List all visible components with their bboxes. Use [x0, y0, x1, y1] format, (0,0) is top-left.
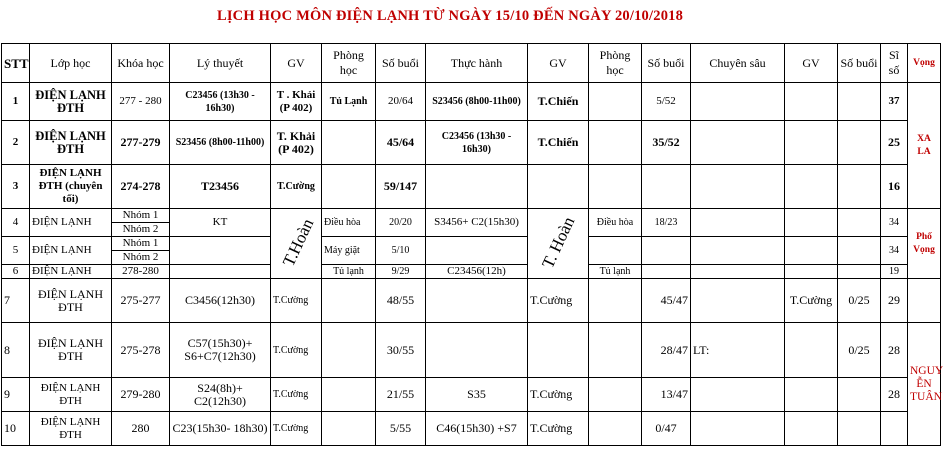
cell-nhom1: Nhóm 1 [112, 209, 170, 223]
cell-stt: 10 [2, 412, 30, 446]
cell-lythuyet [170, 237, 271, 265]
cell-gv3 [785, 165, 838, 209]
cell-gv2: T.Chiến [528, 121, 589, 165]
cell-phong1: Máy giặt [322, 237, 376, 265]
cell-siso: 16 [881, 165, 908, 209]
cell-gv2: T.Cường [528, 412, 589, 446]
cell-chuyensau [691, 265, 785, 279]
cell-gv3 [785, 323, 838, 378]
cell-phong2: Tủ lạnh [589, 265, 642, 279]
cell-sobuoi2 [642, 237, 691, 265]
header-phong1: Phòng học [322, 44, 376, 83]
cell-chuyensau [691, 378, 785, 412]
cell-lythuyet: KT [170, 209, 271, 237]
cell-chuyensau [691, 237, 785, 265]
cell-lop: ĐIỆN LẠNH [30, 265, 112, 279]
header-gv3: GV [785, 44, 838, 83]
cell-siso: 37 [881, 83, 908, 121]
cell-siso: 25 [881, 121, 908, 165]
cell-chuyensau [691, 279, 785, 323]
cell-thuchanh: C46(15h30) +S7 [426, 412, 528, 446]
cell-gv2: T.Cường [528, 378, 589, 412]
cell-khoa: 277-279 [112, 121, 170, 165]
cell-chuyensau [691, 209, 785, 237]
cell-lop: ĐIỆN LẠNH ĐTH [30, 279, 112, 323]
cell-gv3 [785, 378, 838, 412]
cell-stt: 8 [2, 323, 30, 378]
cell-sobuoi3 [838, 265, 881, 279]
table-row [2, 412, 941, 446]
cell-thuchanh [426, 237, 528, 265]
cell-stt: 3 [2, 165, 30, 209]
cell-phong1 [322, 378, 376, 412]
cell-gv1: T . Khải (P 402) [271, 83, 322, 121]
header-sobuoi3: Số buổi [838, 44, 881, 83]
cell-sobuoi3: 0/25 [838, 279, 881, 323]
header-khoa: Khóa học [112, 44, 170, 83]
cell-sobuoi3: 0/25 [838, 323, 881, 378]
header-lythuyet: Lý thuyết [170, 44, 271, 83]
table-row [2, 83, 941, 121]
cell-sobuoi2 [642, 265, 691, 279]
cell-thuchanh: C23456(12h) [426, 265, 528, 279]
header-chuyensau: Chuyên sâu [691, 44, 785, 83]
cell-sobuoi2 [642, 165, 691, 209]
cell-gv-hoan [271, 209, 322, 279]
cell-sobuoi2: 0/47 [642, 412, 691, 446]
cell-sobuoi1: 5/10 [376, 237, 426, 265]
header-row [2, 44, 941, 83]
cell-gv3: T.Cường [785, 279, 838, 323]
cell-sobuoi1: 5/55 [376, 412, 426, 446]
cell-phong1 [322, 121, 376, 165]
table-row [2, 209, 941, 223]
page-title: LỊCH HỌC MÔN ĐIỆN LẠNH TỪ NGÀY 15/10 ĐẾN NGÀY 20/10/2018 [216, 8, 684, 24]
header-siso: Sĩ số [881, 44, 908, 83]
cell-lythuyet: C57(15h30)+ S6+C7(12h30) [170, 323, 271, 378]
cell-siso: 28 [881, 323, 908, 378]
cell-siso: 19 [881, 265, 908, 279]
cell-phong2 [589, 83, 642, 121]
header-thuchanh: Thực hành [426, 44, 528, 83]
cell-phong2 [589, 121, 642, 165]
cell-lop: ĐIỆN LẠNH [30, 237, 112, 265]
cell-stt: 5 [2, 237, 30, 265]
cell-lythuyet: C23456 (13h30 - 16h30) [170, 83, 271, 121]
cell-chuyensau: LT: [691, 323, 785, 378]
cell-thuchanh [426, 165, 528, 209]
cell-sobuoi3 [838, 121, 881, 165]
cell-chuyensau [691, 121, 785, 165]
cell-sobuoi2: 18/23 [642, 209, 691, 237]
cell-stt: 6 [2, 265, 30, 279]
cell-sobuoi3 [838, 165, 881, 209]
table-row [2, 165, 941, 209]
cell-stt: 9 [2, 378, 30, 412]
cell-gv3 [785, 237, 838, 265]
cell-lop: ĐIỆN LẠNH ĐTH [30, 121, 112, 165]
cell-chuyensau [691, 165, 785, 209]
cell-phong2 [589, 279, 642, 323]
cell-khoa: 280 [112, 412, 170, 446]
cell-sobuoi1: 20/64 [376, 83, 426, 121]
cell-sobuoi3 [838, 83, 881, 121]
cell-gv1: T.Cường [271, 323, 322, 378]
cell-phong2 [589, 237, 642, 265]
cell-phong2 [589, 165, 642, 209]
location-xala: XA LA [908, 83, 941, 209]
cell-khoa: 275-277 [112, 279, 170, 323]
cell-gv2 [528, 323, 589, 378]
cell-khoa: 278-280 [112, 265, 170, 279]
cell-sobuoi1: 21/55 [376, 378, 426, 412]
cell-chuyensau [691, 83, 785, 121]
schedule-table [1, 43, 941, 446]
cell-sobuoi3 [838, 237, 881, 265]
cell-phong1: Điều hòa [322, 209, 376, 237]
location-nguyentuan: NGUY ỄN TUÂN [908, 323, 941, 446]
cell-gv1: T.Cường [271, 279, 322, 323]
location-vong: Vọng [908, 44, 941, 83]
cell-thuchanh: S23456 (8h00-11h00) [426, 83, 528, 121]
cell-siso: 34 [881, 237, 908, 265]
cell-thuchanh: S35 [426, 378, 528, 412]
cell-sobuoi2: 13/47 [642, 378, 691, 412]
teacher-hoan-label: T.Hoàn [278, 215, 318, 269]
cell-lythuyet: S24(8h)+ C2(12h30) [170, 378, 271, 412]
cell-chuyensau [691, 412, 785, 446]
cell-lythuyet [170, 265, 271, 279]
header-gv1: GV [271, 44, 322, 83]
cell-phong2 [589, 323, 642, 378]
table-row [2, 323, 941, 378]
cell-phong1 [322, 412, 376, 446]
header-stt: STT [2, 44, 30, 83]
cell-sobuoi1: 30/55 [376, 323, 426, 378]
cell-phong2 [589, 378, 642, 412]
cell-lop: ĐIỆN LẠNH ĐTH [30, 83, 112, 121]
header-phong2: Phòng học [589, 44, 642, 83]
header-gv2: GV [528, 44, 589, 83]
cell-thuchanh: C23456 (13h30 - 16h30) [426, 121, 528, 165]
table-row [2, 265, 941, 279]
cell-lop: ĐIỆN LẠNH ĐTH [30, 323, 112, 378]
cell-khoa: 277 - 280 [112, 83, 170, 121]
cell-lop: ĐIỆN LẠNH ĐTH (chuyên tối) [30, 165, 112, 209]
cell-lop: ĐIỆN LẠNH [30, 209, 112, 237]
cell-sobuoi1: 20/20 [376, 209, 426, 237]
cell-phong2 [589, 412, 642, 446]
cell-khoa: 275-278 [112, 323, 170, 378]
cell-stt: 2 [2, 121, 30, 165]
cell-sobuoi3 [838, 412, 881, 446]
cell-sobuoi2: 45/47 [642, 279, 691, 323]
cell-phong1 [322, 279, 376, 323]
cell-thuchanh [426, 279, 528, 323]
cell-sobuoi1: 45/64 [376, 121, 426, 165]
table-row [2, 121, 941, 165]
cell-sobuoi1: 59/147 [376, 165, 426, 209]
cell-sobuoi1: 48/55 [376, 279, 426, 323]
table-row [2, 378, 941, 412]
cell-lythuyet: C23(15h30- 18h30) [170, 412, 271, 446]
cell-gv2: T.Chiến [528, 83, 589, 121]
cell-gv1: T.Cường [271, 412, 322, 446]
cell-thuchanh: S3456+ C2(15h30) [426, 209, 528, 237]
teacher-hoan-label-2: T. Hoàn [537, 213, 579, 271]
cell-gv3 [785, 121, 838, 165]
location-phovong: Phố Vọng [908, 209, 941, 279]
cell-thuchanh [426, 323, 528, 378]
cell-nhom2: Nhóm 2 [112, 251, 170, 265]
cell-nhom1: Nhóm 1 [112, 237, 170, 251]
cell-gv2 [528, 165, 589, 209]
cell-khoa: 279-280 [112, 378, 170, 412]
cell-khoa: 274-278 [112, 165, 170, 209]
cell-phong1: Tủ Lạnh [322, 83, 376, 121]
cell-sobuoi3 [838, 209, 881, 237]
cell-lythuyet: T23456 [170, 165, 271, 209]
cell-gv3 [785, 412, 838, 446]
cell-siso: 34 [881, 209, 908, 237]
cell-sobuoi2: 5/52 [642, 83, 691, 121]
cell-sobuoi2: 28/47 [642, 323, 691, 378]
cell-stt: 7 [2, 279, 30, 323]
cell-sobuoi2: 35/52 [642, 121, 691, 165]
cell-gv2-hoan [528, 209, 589, 279]
cell-lop: ĐIỆN LẠNH ĐTH [30, 378, 112, 412]
cell-gv3 [785, 209, 838, 237]
cell-phong2: Điều hòa [589, 209, 642, 237]
cell-stt: 1 [2, 83, 30, 121]
cell-sobuoi3 [838, 378, 881, 412]
cell-lythuyet: S23456 (8h00-11h00) [170, 121, 271, 165]
cell-gv1: T. Khải (P 402) [271, 121, 322, 165]
cell-siso: 29 [881, 279, 908, 323]
cell-phong1: Tủ lạnh [322, 265, 376, 279]
cell-siso: 28 [881, 378, 908, 412]
cell-gv3 [785, 83, 838, 121]
cell-siso [881, 412, 908, 446]
cell-phong1 [322, 323, 376, 378]
header-sobuoi2: Số buổi [642, 44, 691, 83]
cell-location-empty [908, 279, 941, 323]
cell-stt: 4 [2, 209, 30, 237]
cell-gv1: T.Cường [271, 165, 322, 209]
cell-lop: ĐIỆN LẠNH ĐTH [30, 412, 112, 446]
header-sobuoi1: Số buổi [376, 44, 426, 83]
header-lop: Lớp học [30, 44, 112, 83]
cell-phong1 [322, 165, 376, 209]
cell-gv3 [785, 265, 838, 279]
cell-gv1: T.Cường [271, 378, 322, 412]
cell-lythuyet: C3456(12h30) [170, 279, 271, 323]
cell-nhom2: Nhóm 2 [112, 223, 170, 237]
table-row [2, 279, 941, 323]
table-row [2, 237, 941, 251]
cell-sobuoi1: 9/29 [376, 265, 426, 279]
cell-gv2: T.Cường [528, 279, 589, 323]
